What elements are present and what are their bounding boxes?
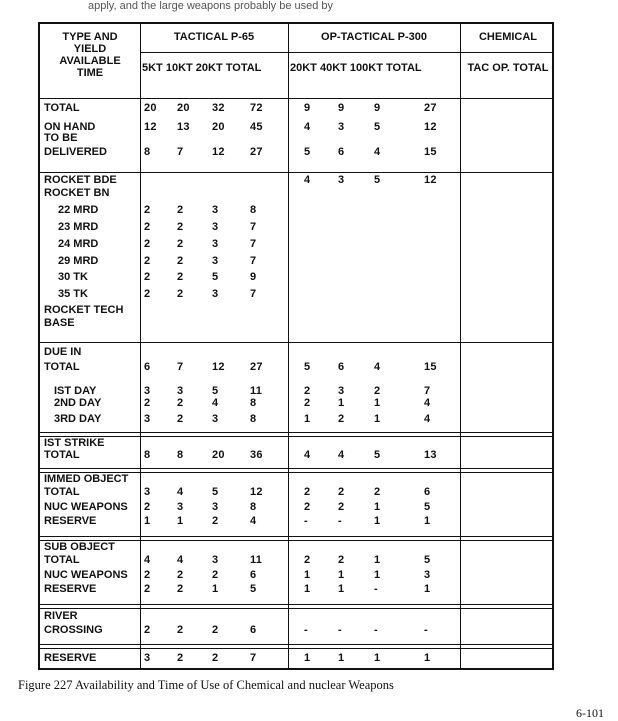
row-label: 22 MRD xyxy=(58,204,99,216)
column-divider xyxy=(288,24,289,668)
optactical-cell: 2 xyxy=(374,385,381,397)
optactical-cell: 1 xyxy=(424,583,431,595)
header-chemical: CHEMICAL xyxy=(478,31,538,43)
tactical-cell: 3 xyxy=(212,554,219,566)
tactical-cell: 2 xyxy=(177,624,184,636)
optactical-cell: 5 xyxy=(374,121,381,133)
tactical-cell: 3 xyxy=(144,652,151,664)
optactical-cell: 6 xyxy=(338,146,345,158)
row-label: DELIVERED xyxy=(44,146,107,158)
row-label: ROCKET TECH xyxy=(44,304,124,316)
optactical-cell: - xyxy=(374,583,378,595)
optactical-cell: 1 xyxy=(374,413,381,425)
section-double-rule xyxy=(40,604,552,609)
tactical-cell: 2 xyxy=(144,255,151,267)
tactical-cell: 4 xyxy=(177,486,184,498)
tactical-cell: 20 xyxy=(212,121,225,133)
row-label: NUC WEAPONS xyxy=(44,569,128,581)
tactical-cell: 36 xyxy=(250,449,263,461)
row-label: 35 TK xyxy=(58,288,88,300)
tactical-cell: 2 xyxy=(177,238,184,250)
tactical-cell: 8 xyxy=(177,449,184,461)
tactical-cell: 9 xyxy=(250,271,257,283)
row-label: RESERVE xyxy=(44,583,97,595)
optactical-cell: 2 xyxy=(304,486,311,498)
optactical-cell: 15 xyxy=(424,146,437,158)
optactical-cell: - xyxy=(304,515,308,527)
optactical-cell: 5 xyxy=(374,174,381,186)
header-tactical: TACTICAL P-65 xyxy=(173,31,255,43)
tactical-cell: 3 xyxy=(212,288,219,300)
tactical-cell: 8 xyxy=(144,449,151,461)
tactical-cell: 7 xyxy=(177,361,184,373)
row-label: RESERVE xyxy=(44,515,97,527)
tactical-cell: 2 xyxy=(144,271,151,283)
row-label: 3RD DAY xyxy=(54,413,102,425)
top-text-fragment: apply, and the large weapons probably be used by xyxy=(88,0,334,12)
tactical-cell: 8 xyxy=(250,413,257,425)
optactical-cell: 2 xyxy=(304,554,311,566)
tactical-cell: 3 xyxy=(144,413,151,425)
optactical-cell: 15 xyxy=(424,361,437,373)
optactical-cell: 13 xyxy=(424,449,437,461)
row-label: 23 MRD xyxy=(58,221,99,233)
tactical-cell: 2 xyxy=(212,515,219,527)
row-label: SUB OBJECT xyxy=(44,541,115,553)
tactical-cell: 3 xyxy=(177,501,184,513)
tactical-cell: 13 xyxy=(177,121,190,133)
tactical-cell: 3 xyxy=(212,255,219,267)
tactical-cell: 12 xyxy=(212,146,225,158)
section-rule xyxy=(40,172,552,173)
optactical-cell: 1 xyxy=(338,583,345,595)
optactical-cell: 1 xyxy=(374,554,381,566)
row-label: 2ND DAY xyxy=(54,397,102,409)
optactical-cell: 3 xyxy=(338,385,345,397)
tactical-cell: 7 xyxy=(250,221,257,233)
row-label: TOTAL xyxy=(44,449,80,461)
optactical-cell: 2 xyxy=(338,413,345,425)
tactical-cell: 7 xyxy=(250,255,257,267)
optactical-cell: 4 xyxy=(424,413,431,425)
tactical-cell: 4 xyxy=(250,515,257,527)
header-optactical: OP-TACTICAL P-300 xyxy=(321,31,427,43)
optactical-cell: 5 xyxy=(304,361,311,373)
optactical-cell: 27 xyxy=(424,102,437,114)
optactical-cell: 1 xyxy=(338,569,345,581)
optactical-cell: 1 xyxy=(304,413,311,425)
optactical-cell: - xyxy=(424,624,428,636)
tactical-cell: 1 xyxy=(144,515,151,527)
column-divider xyxy=(460,24,461,668)
tactical-cell: 6 xyxy=(250,624,257,636)
optactical-cell: 5 xyxy=(424,501,431,513)
optactical-cell: 1 xyxy=(424,515,431,527)
optactical-cell: 4 xyxy=(374,146,381,158)
section-double-rule xyxy=(40,644,552,649)
tactical-cell: 3 xyxy=(144,385,151,397)
row-label: TO BE xyxy=(44,132,78,144)
tactical-cell: 2 xyxy=(144,288,151,300)
tactical-cell: 2 xyxy=(212,652,219,664)
row-label: 24 MRD xyxy=(58,238,99,250)
optactical-cell: 1 xyxy=(374,515,381,527)
row-label: TOTAL xyxy=(44,554,80,566)
header-chemical-cols: TAC OP. TOTAL xyxy=(467,62,549,74)
optactical-cell: 3 xyxy=(338,174,345,186)
header-tactical-cols: 5KT 10KT 20KT TOTAL xyxy=(142,62,262,74)
weapons-availability-table xyxy=(38,22,554,670)
optactical-cell: 4 xyxy=(374,361,381,373)
row-label: TOTAL xyxy=(44,102,80,114)
tactical-cell: 32 xyxy=(212,102,225,114)
tactical-cell: 3 xyxy=(177,385,184,397)
tactical-cell: 4 xyxy=(212,397,219,409)
row-label: CROSSING xyxy=(44,624,103,636)
tactical-cell: 4 xyxy=(177,554,184,566)
row-label: ON HAND xyxy=(44,121,96,133)
optactical-cell: - xyxy=(338,624,342,636)
optactical-cell: 12 xyxy=(424,174,437,186)
optactical-cell: 6 xyxy=(424,486,431,498)
row-label: NUC WEAPONS xyxy=(44,501,128,513)
tactical-cell: 2 xyxy=(177,397,184,409)
tactical-cell: 6 xyxy=(250,569,257,581)
tactical-cell: 27 xyxy=(250,146,263,158)
optactical-cell: 1 xyxy=(304,652,311,664)
section-double-rule xyxy=(40,536,552,541)
tactical-cell: 2 xyxy=(144,624,151,636)
tactical-cell: 7 xyxy=(177,146,184,158)
tactical-cell: 2 xyxy=(144,204,151,216)
tactical-cell: 2 xyxy=(177,413,184,425)
row-label: RESERVE xyxy=(44,652,97,664)
optactical-cell: 5 xyxy=(304,146,311,158)
optactical-cell: 3 xyxy=(424,569,431,581)
tactical-cell: 5 xyxy=(212,486,219,498)
optactical-cell: 4 xyxy=(338,449,345,461)
optactical-cell: 1 xyxy=(424,652,431,664)
optactical-cell: 9 xyxy=(374,102,381,114)
optactical-cell: - xyxy=(304,624,308,636)
tactical-cell: 2 xyxy=(144,501,151,513)
optactical-cell: 1 xyxy=(374,397,381,409)
section-double-rule xyxy=(40,432,552,437)
tactical-cell: 2 xyxy=(144,397,151,409)
tactical-cell: 45 xyxy=(250,121,263,133)
optactical-cell: - xyxy=(374,624,378,636)
header-divider xyxy=(140,52,552,53)
tactical-cell: 20 xyxy=(212,449,225,461)
tactical-cell: 11 xyxy=(250,385,263,397)
tactical-cell: 20 xyxy=(144,102,157,114)
row-label: TOTAL xyxy=(44,361,80,373)
optactical-cell: 1 xyxy=(304,583,311,595)
row-label: BASE xyxy=(44,317,75,329)
tactical-cell: 2 xyxy=(212,624,219,636)
tactical-cell: 8 xyxy=(144,146,151,158)
tactical-cell: 6 xyxy=(144,361,151,373)
optactical-cell: 1 xyxy=(304,569,311,581)
row-label: RIVER xyxy=(44,610,78,622)
optactical-cell: 6 xyxy=(338,361,345,373)
tactical-cell: 1 xyxy=(177,515,184,527)
optactical-cell: 2 xyxy=(304,397,311,409)
tactical-cell: 2 xyxy=(212,569,219,581)
tactical-cell: 2 xyxy=(177,288,184,300)
tactical-cell: 3 xyxy=(212,204,219,216)
tactical-cell: 2 xyxy=(177,221,184,233)
tactical-cell: 8 xyxy=(250,501,257,513)
tactical-cell: 3 xyxy=(212,238,219,250)
tactical-cell: 2 xyxy=(144,569,151,581)
header-bottom-rule xyxy=(40,98,552,99)
optactical-cell: 1 xyxy=(374,501,381,513)
tactical-cell: 7 xyxy=(250,288,257,300)
tactical-cell: 11 xyxy=(250,554,263,566)
tactical-cell: 5 xyxy=(212,271,219,283)
optactical-cell: 5 xyxy=(424,554,431,566)
optactical-cell: 2 xyxy=(374,486,381,498)
row-label: 30 TK xyxy=(58,271,88,283)
tactical-cell: 8 xyxy=(250,204,257,216)
tactical-cell: 27 xyxy=(250,361,263,373)
tactical-cell: 2 xyxy=(177,569,184,581)
tactical-cell: 12 xyxy=(144,121,157,133)
tactical-cell: 1 xyxy=(212,583,219,595)
header-optactical-cols: 20KT 40KT 100KT TOTAL xyxy=(290,62,422,74)
optactical-cell: 9 xyxy=(304,102,311,114)
tactical-cell: 3 xyxy=(212,221,219,233)
optactical-cell: 1 xyxy=(338,652,345,664)
optactical-cell: 4 xyxy=(424,397,431,409)
tactical-cell: 2 xyxy=(177,255,184,267)
tactical-cell: 7 xyxy=(250,652,257,664)
row-label: TOTAL xyxy=(44,486,80,498)
page-number: 6-101 xyxy=(576,706,604,720)
tactical-cell: 2 xyxy=(177,583,184,595)
header-type-yield: TYPE AND YIELD AVAILABLE TIME xyxy=(59,31,121,79)
tactical-cell: 20 xyxy=(177,102,190,114)
row-label: ROCKET BN xyxy=(44,187,110,199)
optactical-cell: 3 xyxy=(338,121,345,133)
optactical-cell: 5 xyxy=(374,449,381,461)
tactical-cell: 2 xyxy=(144,221,151,233)
tactical-cell: 2 xyxy=(177,204,184,216)
tactical-cell: 5 xyxy=(212,385,219,397)
figure-caption: Figure 227 Availability and Time of Use of Chemical and nuclear Weapons xyxy=(18,678,394,692)
optactical-cell: 4 xyxy=(304,449,311,461)
tactical-cell: 5 xyxy=(250,583,257,595)
row-label: 29 MRD xyxy=(58,255,99,267)
optactical-cell: 7 xyxy=(424,385,431,397)
row-label: IST DAY xyxy=(54,385,97,397)
optactical-cell: - xyxy=(338,515,342,527)
tactical-cell: 2 xyxy=(144,238,151,250)
tactical-cell: 3 xyxy=(212,501,219,513)
optactical-cell: 2 xyxy=(304,385,311,397)
row-label: ROCKET BDE xyxy=(44,174,117,186)
tactical-cell: 3 xyxy=(144,486,151,498)
tactical-cell: 2 xyxy=(144,583,151,595)
tactical-cell: 12 xyxy=(250,486,263,498)
optactical-cell: 1 xyxy=(338,397,345,409)
optactical-cell: 2 xyxy=(338,554,345,566)
section-rule xyxy=(40,342,552,343)
tactical-cell: 72 xyxy=(250,102,263,114)
optactical-cell: 1 xyxy=(374,652,381,664)
optactical-cell: 4 xyxy=(304,121,311,133)
tactical-cell: 4 xyxy=(144,554,151,566)
tactical-cell: 7 xyxy=(250,238,257,250)
optactical-cell: 2 xyxy=(338,501,345,513)
tactical-cell: 3 xyxy=(212,413,219,425)
row-label: IST STRIKE xyxy=(44,437,105,449)
optactical-cell: 2 xyxy=(338,486,345,498)
optactical-cell: 2 xyxy=(304,501,311,513)
tactical-cell: 8 xyxy=(250,397,257,409)
column-divider xyxy=(140,24,141,668)
tactical-cell: 2 xyxy=(177,652,184,664)
row-label: DUE IN xyxy=(44,346,82,358)
optactical-cell: 9 xyxy=(338,102,345,114)
optactical-cell: 4 xyxy=(304,174,311,186)
optactical-cell: 12 xyxy=(424,121,437,133)
tactical-cell: 2 xyxy=(177,271,184,283)
row-label: IMMED OBJECT xyxy=(44,473,129,485)
tactical-cell: 12 xyxy=(212,361,225,373)
optactical-cell: 1 xyxy=(374,569,381,581)
